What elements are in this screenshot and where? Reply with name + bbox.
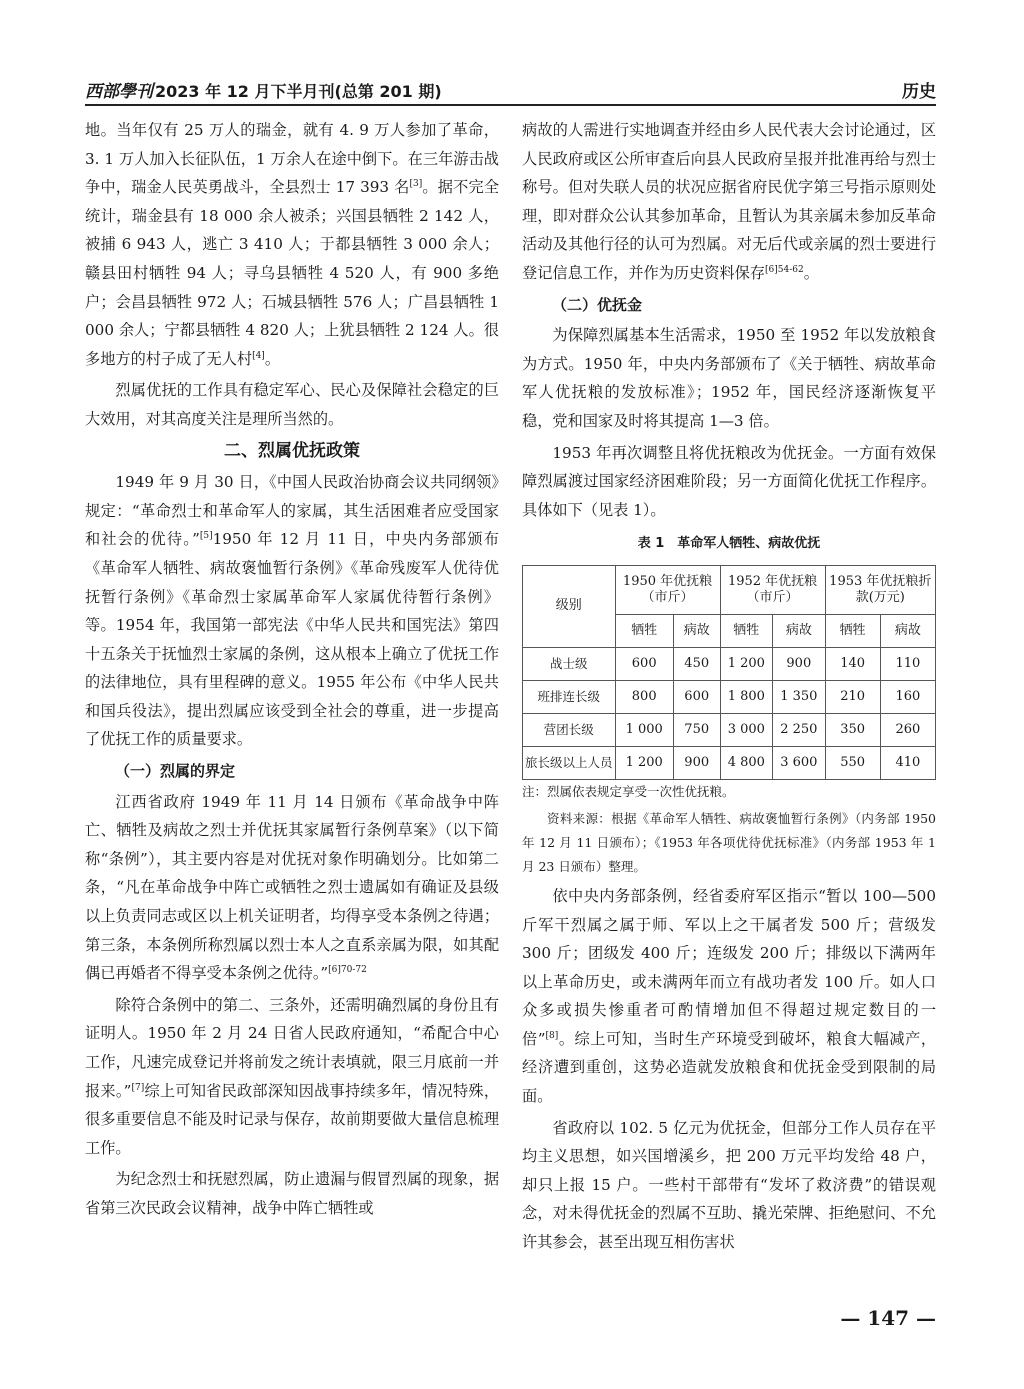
page-header [85,72,936,102]
table-cell: 210 [825,680,880,713]
table-cell: 1 200 [720,647,773,680]
paragraph [85,468,499,754]
paragraph: 烈属优抚的工作具有稳定军心、民心及保障社会稳定的巨大效用，对其高度关注是理所当然的。 [85,381,499,428]
row-label: 战士级 [523,647,616,680]
paragraph: 为保障烈属基本生活需求，1950 至 1952 年以发放粮食为方式。1950 年，中央内务部颁布了《关于牺牲、病故革命军人优抚粮的发放标准》；1952 年，国民经济逐渐恢复平稳，党和国家及时将其提高 1—3 倍。 [522,326,936,430]
table-note: 注：烈属依表规定享受一次性优抚粮。 [522,783,735,799]
section-label: 历史 [902,82,936,102]
text: 地。当年仅有 25 万人的瑞金，就有 4. 9 万人参加了革命，3. 1 万人加入长征队伍，1 万余人在途中倒下。在三年游击战争中，瑞金人民英勇战斗，全县烈士 17 393 名 [85,121,499,197]
citation: [3] [409,179,423,190]
subheader-cell: 病故 [673,614,720,647]
table-cell: 350 [825,713,880,746]
table-cell: 2 250 [773,713,826,746]
table-cell: 550 [825,746,880,779]
table-source: 资料来源：根据《革命军人牺牲、病故褒恤暂行条例》（内务部 1950 年 12 月 11 日颁布）；《1953 年各项优待优抚标准》（内务部 1953 年 1 月 23 日颁布）整理。 [522,810,936,874]
text: 综上可知省民政部深知因战事持续多年，情况特殊，很多重要信息不能及时记录与保存，故前期要做大量信息梳理工作。 [85,1081,500,1157]
table-cell: 3 000 [720,713,773,746]
table-row [523,746,936,779]
text: 依中央内务部条例，经省委府军区指示“暂以 100—500 斤军干烈属之属于师、军以上之干属者发 500 斤；营级发 300 斤；团级发 400 斤；连级发 200 斤；排级以下满两年以上革命历史，或未满两年而立有战功者发 100 斤。如人口众多或损失惨重者可酌情增加但不得超过规定数目的一倍” [522,886,936,1048]
compensation-table [522,565,936,780]
text: 1949 年 9 月 30 日，《中国人民政治协商会议共同纲领》规定：“革命烈士和革命军人的家属，其生活困难者应受国家和社会的优待。” [85,473,499,549]
header-rule [85,104,936,106]
paragraph [85,788,499,988]
table-cell: 900 [673,746,720,779]
text: 江西省政府 1949 年 11 月 14 日颁布《革命战争中阵亡、牺牲及病故之烈士并优抚其家属暂行条例草案》（以下简称“条例”），其主要内容是对优抚对象作明确划分。比如第二条，“凡在革命战争中阵亡或牺牲之烈士遗属如有确证及县级以上负责同志或区以上机关证明者，均得享受本条例之待遇；第三条，本条例所称烈属以烈士本人之直系亲属为限，如其配偶已再婚者不得享受本条例之优待。” [85,792,499,983]
text: 1950 年 12 月 11 日，中央内务部颁布《革命军人牺牲、病故褒恤暂行条例》《革命残废军人优待优抚暂行条例》《革命烈士家属革命军人家属优待暂行条例》等。1954 年，我国第一部宪法《中华人民共和国宪法》第四十五条关于抚恤烈士家属的条例，这从根本上确立了优抚工作的法律地位，具有里程碑的意义。1955 年公布《中华人民共和国兵役法》，提出烈属应该受到全社会的尊重，进一步提高了优抚工作的质量要求。 [85,530,499,749]
table-cell: 600 [673,680,720,713]
table-cell: 800 [615,680,673,713]
table-cell: 3 600 [773,746,826,779]
subheader-cell: 病故 [773,614,826,647]
table-cell: 160 [880,680,935,713]
table-cell: 600 [615,647,673,680]
subsection-heading: （一）烈属的界定 [115,762,236,781]
table-cell: 1 350 [773,680,826,713]
subheader-cell: 病故 [880,614,935,647]
table-caption: 表 1 革命军人牺牲、病故优抚 [637,536,821,552]
table-cell: 900 [773,647,826,680]
issue-label: 2023 年 12 月下半月刊(总第 201 期) [155,82,442,101]
group-header-1950: 1950 年优抚粮（市斤） [615,565,720,614]
citation: [8] [545,1030,559,1041]
table-cell: 1 000 [615,713,673,746]
citation: [6]54-62 [765,264,804,275]
table-cell: 750 [673,713,720,746]
table-row [523,713,936,746]
table-row [523,680,936,713]
paragraph [85,116,499,373]
table-cell: 140 [825,647,880,680]
table-cell: 410 [880,746,935,779]
page-number: — 147 — [840,1306,936,1330]
right-column [522,116,936,1260]
table-cell: 1 800 [720,680,773,713]
text: 。综上可知，当时生产环境受到破坏，粮食大幅减产，经济遭到重创，这势必造就发放粮食和优抚金受到限制的局面。 [522,1029,937,1106]
table-cell: 260 [880,713,935,746]
text: 。 [264,349,280,368]
paragraph [522,882,936,1111]
text: 。据不完全统计，瑞金县有 18 000 余人被杀；兴国县牺牲 2 142 人，被捕 6 943 人，逃亡 3 410 人；于都县牺牲 3 000 余人；赣县田村牺牲 94 人；寻乌县牺牲 4 520 人，有 900 多绝户；会昌县牺牲 972 人；石城县牺牲 576 人；广昌县牺牲 1 000 余人；宁都县牺牲 4 820 人；上犹县牺牲 2 124 人。很多地方的村子成了无人村 [85,178,500,368]
subheader-cell: 牺牲 [615,614,673,647]
table-cell: 450 [673,647,720,680]
table-cell: 1 200 [615,746,673,779]
journal-logo: 西部學刊 [85,82,153,102]
citation: [4] [252,350,265,361]
group-header-1953: 1953 年优抚粮折款(万元) [825,565,935,614]
table-cell: 110 [880,647,935,680]
subsection-heading: （二）优抚金 [552,295,643,314]
text: 除符合条例中的第二、三条外，还需明确烈属的身份且有证明人。1950 年 2 月 24 日省人民政府通知，“希配合中心工作，凡速完成登记并将前发之统计表填就，限三月底前一并报来。” [85,995,499,1100]
left-column [85,116,499,1226]
row-label: 营团长级 [523,713,616,746]
text: 。 [803,263,819,282]
text: 病故的人需进行实地调查并经由乡人民代表大会讨论通过，区人民政府或区公所审查后向县人民政府呈报并批准再给与烈士称号。但对失联人员的状况应据省府民优字第三号指示原则处理，即对群众公认其参加革命，且暂认为其亲属未参加反革命活动及其他行径的认可为烈属。对无后代或亲属的烈士要进行登记信息工作，并作为历史资料保存 [522,121,936,282]
paragraph [85,991,499,1163]
subheader-cell: 牺牲 [720,614,773,647]
journal-issue-line [85,77,442,102]
paragraph [522,116,936,288]
table-header-row [523,565,936,614]
citation: [5] [199,531,213,542]
citation: [7] [131,1082,145,1093]
citation: [6]70-72 [328,965,367,976]
row-label: 旅长级以上人员 [523,746,616,779]
table-cell: 4 800 [720,746,773,779]
row-label: 班排连长级 [523,680,616,713]
table-row [523,647,936,680]
level-header: 级别 [523,565,616,647]
paragraph: 1953 年再次调整且将优抚粮改为优抚金。一方面有效保障烈属渡过国家经济困难阶段；另一方面简化优抚工作程序。具体如下（见表 1）。 [522,443,936,519]
subheader-cell: 牺牲 [825,614,880,647]
paragraph: 为纪念烈士和抚慰烈属，防止遗漏与假冒烈属的现象，据省第三次民政会议精神，战争中阵亡牺牲或 [85,1170,499,1217]
section-heading: 二、烈属优抚政策 [224,440,360,461]
paragraph: 省政府以 102. 5 亿元为优抚金，但部分工作人员存在平均主义思想，如兴国增溪乡，把 200 万元平均发给 48 户，却只上报 15 户。一些村干部带有“发坏了救济费”的错误观念，对未得优抚金的烈属不互助、撬光荣牌、拒绝慰问、不允许其参会，甚至出现互相伤害状 [522,1118,936,1252]
group-header-1952: 1952 年优抚粮（市斤） [720,565,825,614]
